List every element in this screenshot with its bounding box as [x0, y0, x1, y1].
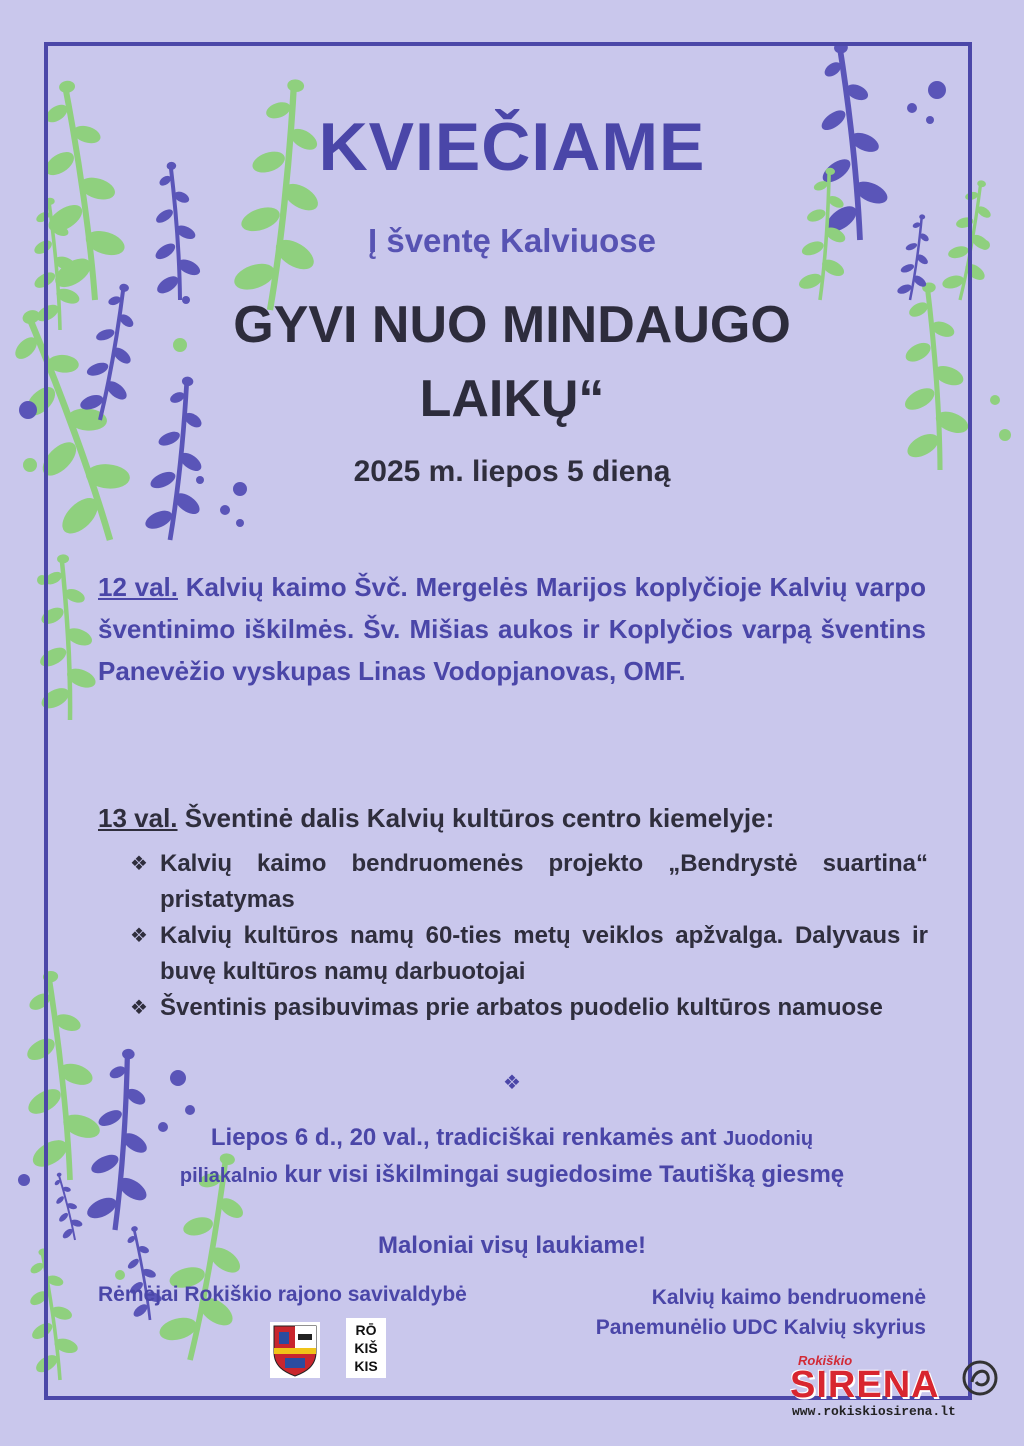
- event-date: 2025 m. liepos 5 dieną: [353, 455, 671, 488]
- diamond-separator-icon: ❖: [503, 1072, 521, 1094]
- diamond-bullet-icon: ❖: [130, 853, 148, 875]
- schedule-text-13: Šventinė dalis Kalvių kultūros centro kiemelyje:: [177, 803, 775, 833]
- coat-of-arms-logo: [270, 1322, 320, 1378]
- anthem-announcement: Liepos 6 d., 20 val., tradiciškai renkamės ant Juodonių piliakalnio kur visi iškilmingai sugiedosime Tautišką giesmę: [179, 1124, 845, 1188]
- sponsor-text: Rėmėjai Rokiškio rajono savivaldybė: [98, 1283, 467, 1306]
- schedule-text-12: Kalvių kaimo Švč. Mergelės Marijos koplyčioje Kalvių varpo šventinimo iškilmės. Šv. Mišias aukos ir Koplyčios varpą šventins Panevėžio vyskupas Linas Vodopjanovas, OMF.: [98, 572, 926, 686]
- poster-subtitle: Į šventę Kalviuose: [368, 222, 656, 259]
- rokiskis-logo: [346, 1318, 386, 1378]
- svg-text:RŌ: RŌ: [355, 1322, 377, 1338]
- poster-title: KVIEČIAME: [318, 109, 706, 185]
- list-item: ❖ Kalvių kaimo bendruomenės projekto „Bendrystė suartina“ pristatymas: [130, 846, 928, 918]
- schedule-time-12: 12 val.: [98, 572, 178, 602]
- event-name-line-2: LAIKŲ“: [419, 370, 605, 428]
- schedule-time-13: 13 val.: [98, 803, 178, 833]
- list-item: ❖ Kalvių kultūros namų 60-ties metų veiklos apžvalga. Dalyvaus ir buvę kultūros namų darbuotojai: [130, 918, 928, 990]
- organizer-1: Kalvių kaimo bendruomenė: [651, 1286, 926, 1309]
- schedule-item-13: [98, 798, 928, 1026]
- watermark-url: www.rokiskiosirena.lt: [792, 1404, 956, 1419]
- watermark-small: Rokiškio: [798, 1353, 853, 1368]
- diamond-bullet-icon: ❖: [130, 925, 148, 947]
- organizers: [596, 1283, 926, 1343]
- list-item: ❖ Šventinis pasibuvimas prie arbatos puodelio kultūros namuose: [130, 990, 928, 1026]
- svg-text:KIŠ: KIŠ: [354, 1340, 378, 1356]
- watermark-logo: SIRENA: [790, 1364, 940, 1406]
- organizer-2: Panemunėlio UDC Kalvių skyrius: [595, 1316, 926, 1339]
- diamond-bullet-icon: ❖: [130, 997, 148, 1019]
- program-list: [98, 846, 928, 1026]
- event-name: [0, 288, 1024, 436]
- event-name-line-1: GYVI NUO MINDAUGO: [233, 296, 791, 354]
- welcome-text: Maloniai visų laukiame!: [377, 1232, 647, 1259]
- schedule-item-12: [98, 566, 926, 692]
- svg-text:KIS: KIS: [354, 1358, 378, 1374]
- schedule-heading-13: [98, 798, 928, 838]
- siren-icon: [960, 1358, 1000, 1398]
